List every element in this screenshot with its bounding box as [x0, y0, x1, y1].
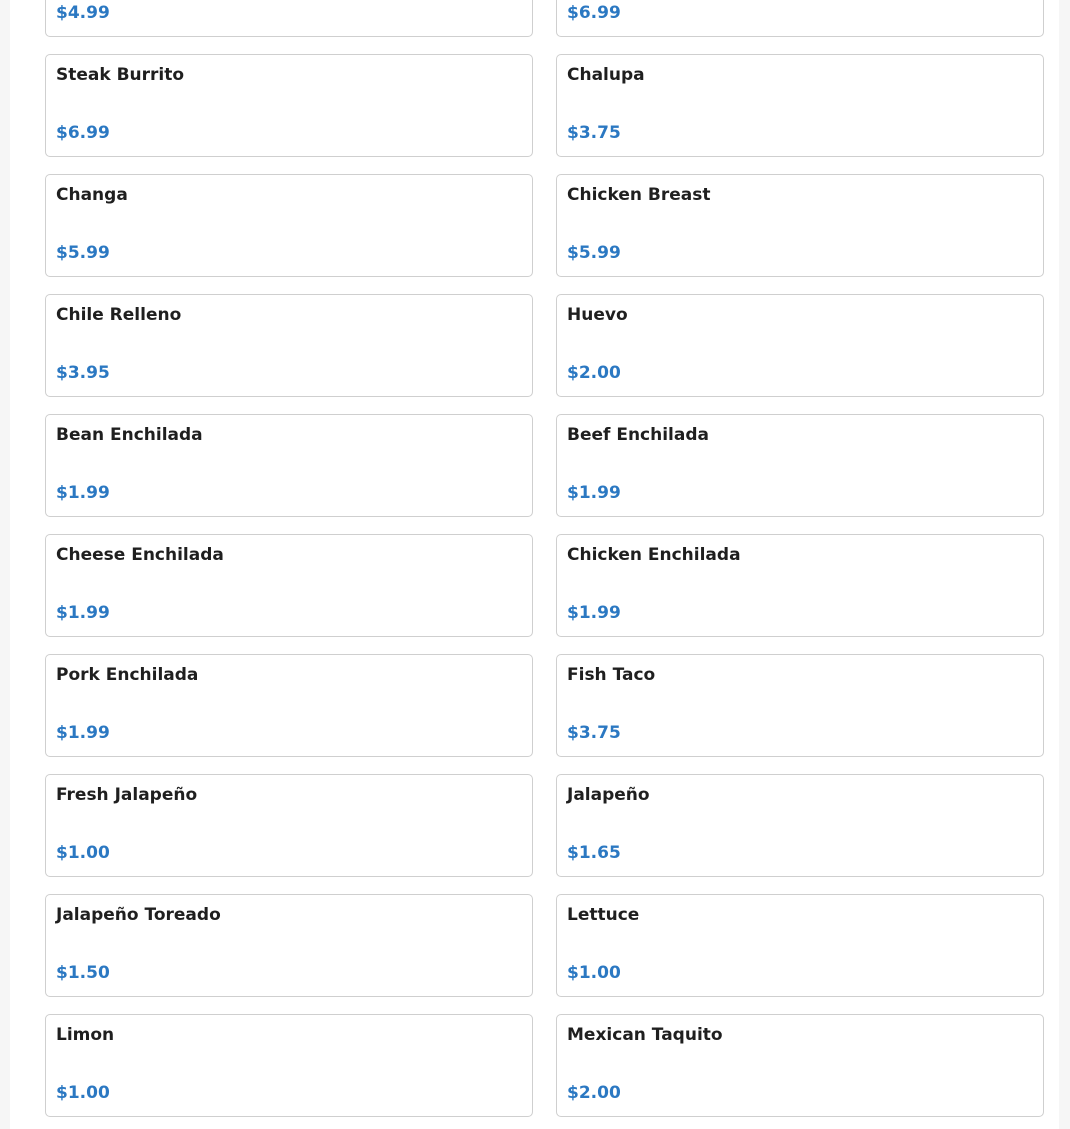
menu-item-name: Changa [56, 185, 128, 205]
menu-item-price: $1.00 [567, 963, 621, 983]
menu-item-card[interactable] [45, 414, 533, 517]
menu-item-price: $6.99 [56, 123, 110, 143]
menu-item-card[interactable] [45, 534, 533, 637]
menu-item-price: $1.99 [567, 483, 621, 503]
menu-item-price: $5.99 [567, 243, 621, 263]
menu-item-card[interactable] [556, 0, 1044, 37]
menu-item-price: $1.99 [56, 483, 110, 503]
menu-item-name: Chicken Enchilada [567, 545, 741, 565]
menu-item-name: Jalapeño Toreado [56, 905, 221, 925]
menu-item-card[interactable] [556, 174, 1044, 277]
menu-item-grid [45, 0, 1044, 1117]
menu-item-card[interactable] [45, 294, 533, 397]
menu-item-price: $1.65 [567, 843, 621, 863]
menu-item-name: Steak Burrito [56, 65, 185, 85]
menu-item-price: $1.50 [56, 963, 110, 983]
menu-item-card[interactable] [45, 654, 533, 757]
menu-item-price: $1.00 [56, 1083, 110, 1103]
menu-item-price: $2.00 [567, 363, 621, 383]
menu-item-price: $3.75 [567, 723, 621, 743]
menu-item-price: $1.99 [56, 723, 110, 743]
menu-item-card[interactable] [45, 774, 533, 877]
menu-item-card[interactable] [556, 294, 1044, 397]
menu-item-price: $4.99 [56, 3, 110, 23]
menu-item-name: Fish Taco [567, 665, 656, 685]
menu-item-price: $1.99 [567, 603, 621, 623]
menu-item-price: $3.75 [567, 123, 621, 143]
menu-item-card[interactable] [556, 654, 1044, 757]
menu-item-price: $2.00 [567, 1083, 621, 1103]
menu-item-price: $6.99 [567, 3, 621, 23]
menu-item-price: $1.00 [56, 843, 110, 863]
menu-item-card[interactable] [556, 894, 1044, 997]
menu-item-card[interactable] [556, 534, 1044, 637]
menu-item-name: Chicken Breast [567, 185, 711, 205]
menu-item-price: $1.99 [56, 603, 110, 623]
menu-item-card[interactable] [45, 0, 533, 37]
menu-item-name: Chalupa [567, 65, 645, 85]
menu-item-card[interactable] [45, 1014, 533, 1117]
menu-item-card[interactable] [45, 894, 533, 997]
menu-item-price: $5.99 [56, 243, 110, 263]
menu-item-name: Bean Enchilada [56, 425, 203, 445]
menu-item-name: Mexican Taquito [567, 1025, 723, 1045]
menu-item-price: $3.95 [56, 363, 110, 383]
menu-item-name: Huevo [567, 305, 628, 325]
menu-item-name: Fresh Jalapeño [56, 785, 198, 805]
menu-item-card[interactable] [45, 174, 533, 277]
menu-panel [10, 0, 1059, 1129]
menu-item-name: Pork Enchilada [56, 665, 199, 685]
menu-item-name: Lettuce [567, 905, 640, 925]
menu-item-card[interactable] [556, 774, 1044, 877]
menu-item-card[interactable] [556, 414, 1044, 517]
menu-item-name: Limon [56, 1025, 115, 1045]
menu-item-name: Chile Relleno [56, 305, 182, 325]
menu-item-name: Cheese Enchilada [56, 545, 224, 565]
menu-item-name: Jalapeño [567, 785, 650, 805]
menu-item-card[interactable] [556, 1014, 1044, 1117]
menu-item-name: Beef Enchilada [567, 425, 709, 445]
menu-item-card[interactable] [45, 54, 533, 157]
menu-item-card[interactable] [556, 54, 1044, 157]
